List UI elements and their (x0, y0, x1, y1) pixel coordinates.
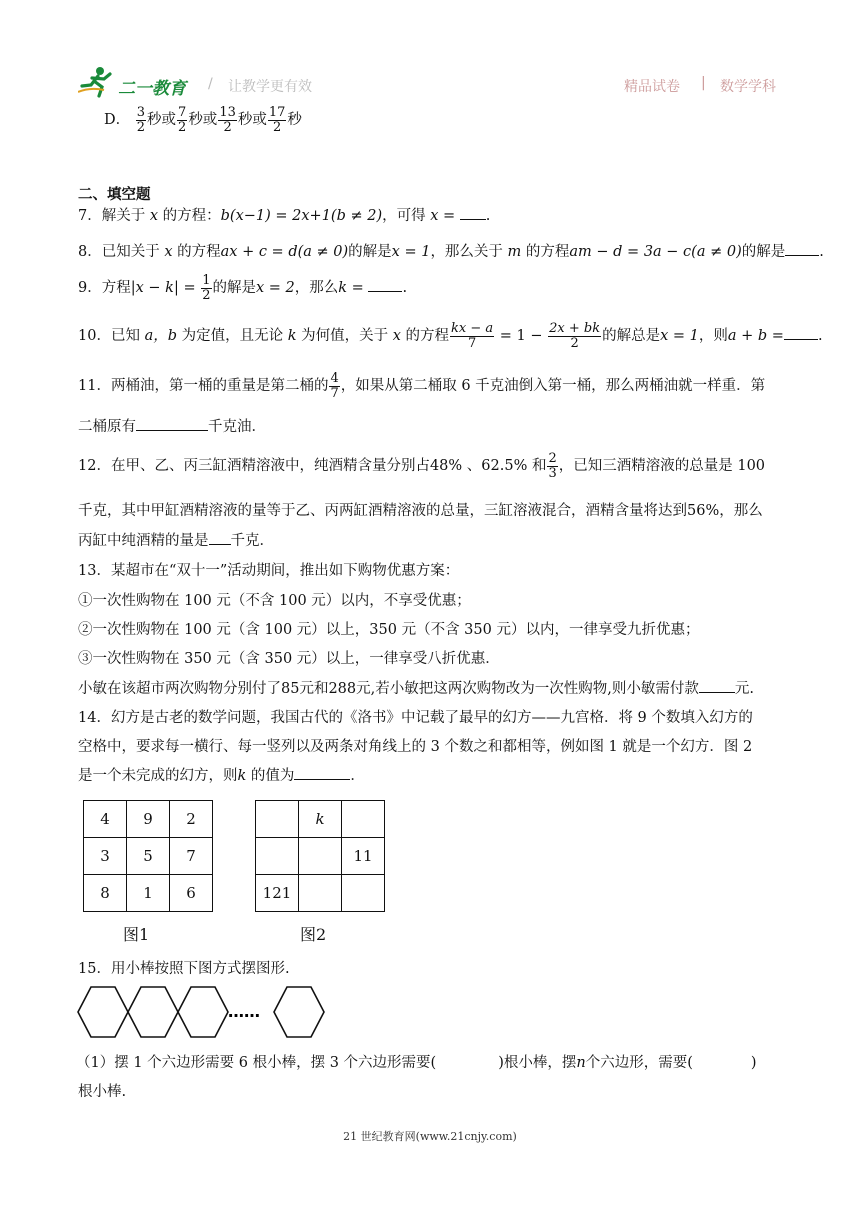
q6-option-d (104, 106, 302, 134)
header (78, 66, 788, 102)
grid-cell: 5 (127, 838, 170, 875)
question-13-line-3: ②一次性购物在 100 元（含 100 元）以上，350 元（不含 350 元）以内，一律享受九折优惠； (78, 622, 700, 638)
exam-tag: 精品试卷 (624, 79, 680, 95)
answer-blank[interactable] (784, 327, 818, 340)
question-13-line-5: 小敏在该超市两次购物分别付了85元和288元,若小敏把这两次购物改为一次性购物,则小敏需付款 元. (78, 681, 754, 697)
question-12-line-2: 千克，其中甲缸酒精溶液的量等于乙、丙两缸酒精溶液的总量，三缸溶液混合，酒精含量将达到56%，那么 (78, 503, 763, 519)
question-14-line-1: 14．幻方是古老的数学问题，我国古代的《洛书》中记载了最早的幻方——九宫格．将 9 个数填入幻方的 (78, 710, 753, 726)
grid-cell: 7 (170, 838, 213, 875)
grid-cell (342, 875, 385, 912)
question-11-line-2: 二桶原有 千克油． (78, 419, 266, 435)
question-13-line-1: 13．某超市在“双十一”活动期间，推出如下购物优惠方案： (78, 563, 460, 579)
fraction: $\frac{4}{7}$ (330, 371, 339, 401)
answer-blank[interactable] (785, 243, 819, 256)
footer: 21 世纪教育网(www.21cnjy.com) (343, 1130, 517, 1143)
grid-cell (299, 875, 342, 912)
logo-text: 二一教育 (118, 79, 186, 99)
question-8: 8．已知关于 x 的方程ax + c = d(a ≠ 0)的解是x = 1，那么关于 m 的方程am − d = 3a − c(a ≠ 0)的解是 . (78, 244, 824, 260)
answer-blank[interactable] (460, 207, 486, 220)
fraction: $\frac{1}{2}$ (202, 273, 211, 303)
answer-blank[interactable] (699, 680, 735, 693)
grid-cell: 9 (127, 801, 170, 838)
grid-cell: 1 (127, 875, 170, 912)
question-15-line-1: 15．用小棒按照下图方式摆图形. (78, 961, 290, 977)
fraction: $\frac{17}{2}$ (268, 105, 286, 135)
text: 秒 (287, 112, 302, 129)
text: 秒或 (147, 112, 177, 129)
slogan: 让教学更有效 (228, 79, 312, 95)
question-12-line-1: 12．在甲、乙、丙三缸酒精溶液中，纯酒精含量分别占48% 、62.5% 和 $\frac{2}{3}$ ，已知三酒精溶液的总量是 100 (78, 451, 766, 481)
grid-cell (299, 838, 342, 875)
subject-label: 数学学科 (720, 79, 776, 95)
text: 秒或 (188, 112, 218, 129)
figure-2-caption: 图2 (300, 925, 327, 944)
answer-blank[interactable] (294, 767, 350, 780)
magic-square-figure-2 (255, 800, 385, 912)
question-9: 9．方程|x − k| = $\frac{1}{2}$ 的解是x = 2，那么k = . (78, 273, 408, 303)
grid-cell: 3 (84, 838, 127, 875)
question-13-line-4: ③一次性购物在 350 元（含 350 元）以上，一律享受八折优惠． (78, 651, 500, 667)
grid-cell: 11 (342, 838, 385, 875)
header-separator: / (208, 76, 213, 92)
question-15-part-1-cont: 根小棒. (78, 1084, 127, 1100)
fraction: $\frac{7}{2}$ (178, 105, 187, 135)
hexagon-figure (76, 983, 336, 1041)
answer-blank[interactable] (136, 418, 208, 431)
question-13-line-2: ①一次性购物在 100 元（不含 100 元）以内，不享受优惠； (78, 593, 471, 609)
runner-logo-icon (78, 66, 114, 98)
fraction: $\frac{3}{2}$ (136, 105, 146, 135)
grid-cell: 8 (84, 875, 127, 912)
grid-cell: 2 (170, 801, 213, 838)
grid-cell (256, 838, 299, 875)
hexagon-shape (128, 987, 178, 1037)
grid-cell: 6 (170, 875, 213, 912)
grid-cell (342, 801, 385, 838)
option-label: D． (104, 112, 131, 129)
question-7: 7．解关于 x 的方程：b(x−1) = 2x+1(b ≠ 2)，可得 x = . (78, 208, 491, 224)
answer-blank[interactable] (209, 532, 231, 545)
fraction: $\frac{13}{2}$ (219, 105, 236, 135)
hexagon-shape (78, 987, 128, 1037)
header-bar: | (701, 75, 706, 91)
question-12-line-3: 丙缸中纯酒精的量是 千克． (78, 533, 274, 549)
figure-1-caption: 图1 (123, 925, 150, 944)
text: 秒或 (237, 112, 267, 129)
question-14-line-2: 空格中，要求每一横行、每一竖列以及两条对角线上的 3 个数之和都相等，例如图 1 就是一个幻方．图 2 (78, 739, 753, 755)
question-11-line-1: 11．两桶油，第一桶的重量是第二桶的 $\frac{4}{7}$ ，如果从第二桶取 6 千克油倒入第一桶，那么两桶油就一样重．第 (78, 371, 766, 401)
hexagon-shape (274, 987, 324, 1037)
magic-square-figure-1 (83, 800, 213, 912)
grid-cell: 121 (256, 875, 299, 912)
section-title: 二、填空题 (78, 187, 151, 203)
answer-blank[interactable] (368, 279, 402, 292)
question-14-line-3: 是一个未完成的幻方，则k 的值为 ． (78, 768, 365, 784)
grid-cell: 4 (84, 801, 127, 838)
fraction: $\frac{2x + bk}{2}$ (549, 321, 601, 351)
hexagon-shape (178, 987, 228, 1037)
fraction: $\frac{kx - a}{7}$ (451, 321, 494, 351)
grid-cell: k (299, 801, 342, 838)
question-10: 10．已知 a，b 为定值，且无论 k 为何值，关于 x 的方程 $\frac{kx - a}{7}$ = 1 − $\frac{2x + bk}{2}$ 的解总是x = 1，则a + b = . (78, 321, 823, 351)
question-15-part-1: （1）摆 1 个六边形需要 6 根小棒，摆 3 个六边形需要( )根小棒，摆n个六边形，需要( ) (76, 1055, 757, 1071)
grid-cell (256, 801, 299, 838)
ellipsis-text: …… (228, 1002, 260, 1021)
fraction: $\frac{2}{3}$ (548, 451, 557, 481)
